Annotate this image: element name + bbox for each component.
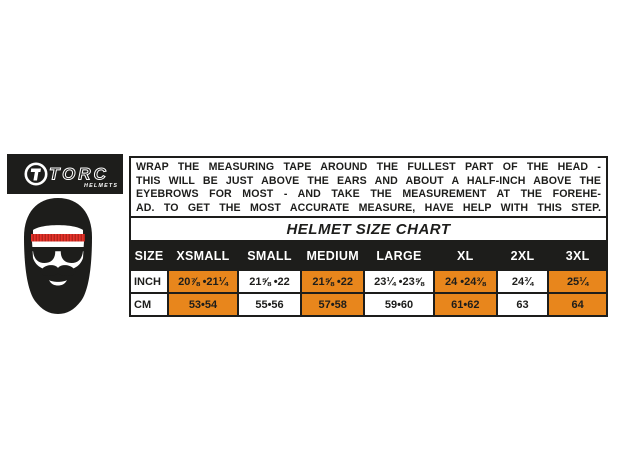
cell-cm-xl: 61•62 <box>434 293 497 316</box>
row-label-inch: INCH <box>130 270 168 293</box>
col-header-small: SMALL <box>238 241 301 270</box>
table-title: HELMET SIZE CHART <box>130 217 607 241</box>
cell-cm-3xl: 64 <box>548 293 607 316</box>
cell-inch-small: 21⅝ •22 <box>238 270 301 293</box>
cell-inch-xl: 24 •24⅜ <box>434 270 497 293</box>
table-row-cm <box>130 293 607 316</box>
cell-cm-small: 55•56 <box>238 293 301 316</box>
cell-cm-2xl: 63 <box>497 293 549 316</box>
cell-inch-large: 23¼ •23⅝ <box>364 270 434 293</box>
instruction-line: THIS WILL BE JUST ABOVE THE EARS AND ABOUT A HALF-INCH ABOVE THE <box>136 174 601 187</box>
col-header-medium: MEDIUM <box>301 241 364 270</box>
col-header-2xl: 2XL <box>497 241 549 270</box>
logo-sub-text: HELMETS <box>84 183 119 189</box>
instruction-line: EYEBROWS FOR MOST - AND TAKE THE MEASUREMENT AT THE FOREHE- <box>136 188 601 201</box>
col-header-3xl: 3XL <box>548 241 607 270</box>
table-row-inch <box>130 270 607 293</box>
cell-cm-xsmall: 53•54 <box>168 293 238 316</box>
torc-logo-graphic <box>7 154 123 194</box>
col-header-size: SIZE <box>130 241 168 270</box>
cell-inch-3xl: 25¼ <box>548 270 607 293</box>
col-header-xsmall: XSMALL <box>168 241 238 270</box>
logo-brand-text: TORC <box>49 164 109 184</box>
logo-t-icon <box>31 169 41 181</box>
row-label-cm: CM <box>130 293 168 316</box>
cell-inch-medium: 21⅝ •22 <box>301 270 364 293</box>
bearded-head-illustration <box>20 197 96 315</box>
col-header-large: LARGE <box>364 241 434 270</box>
cell-cm-medium: 57•58 <box>301 293 364 316</box>
measuring-instructions <box>129 156 608 218</box>
measuring-tape-icon <box>31 234 85 242</box>
instruction-line: WRAP THE MEASURING TAPE AROUND THE FULLEST PART OF THE HEAD - <box>136 161 601 173</box>
size-chart-panel <box>129 156 608 317</box>
col-header-xl: XL <box>434 241 497 270</box>
instruction-line: AD. TO GET THE MOST ACCURATE MEASURE, HAVE HELP WITH THIS STEP. <box>136 201 601 214</box>
torc-logo <box>7 154 123 194</box>
cell-inch-2xl: 24¾ <box>497 270 549 293</box>
cell-cm-large: 59•60 <box>364 293 434 316</box>
cell-inch-xsmall: 20⅞ •21¼ <box>168 270 238 293</box>
helmet-size-table <box>129 216 608 317</box>
